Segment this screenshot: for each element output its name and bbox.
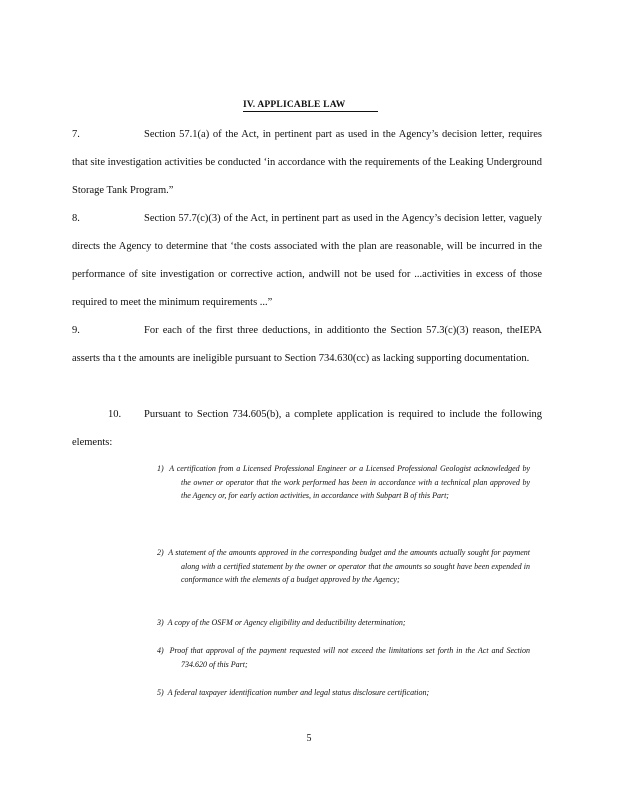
list-item <box>145 686 530 700</box>
page-number: 5 <box>306 733 312 744</box>
paragraph-text: For each of the first three deductions, in additionto the Section 57.3(c)(3) reason, theIEPA asserts tha t the amounts are ineligible pursuant to Section 734.630(cc) as lacking supporting documentation. <box>72 325 542 364</box>
paragraph-text: Pursuant to Section 734.605(b), a complete application is required to include the following elements: <box>72 409 542 448</box>
paragraph-number: 7. <box>72 129 80 140</box>
paragraph-number: 8. <box>72 213 80 224</box>
list-item-text: A federal taxpayer identification number and legal status disclosure certification; <box>167 688 430 697</box>
list-item-number: 1) <box>157 464 164 473</box>
paragraph-number: 9. <box>72 325 80 336</box>
section-heading: IV. APPLICABLE LAW <box>243 100 378 112</box>
list-item-text: A statement of the amounts approved in the corresponding budget and the amounts actually sought for payment along with a certified statement by the owner or operator that the amounts so sought have been expended in conformance with the elements of a budget approved by the Agency; <box>168 548 530 584</box>
paragraph-text: Section 57.7(c)(3) of the Act, in pertinent part as used in the Agency’s decision letter, vaguely directs the Agency to determine that ‘the costs associated with the plan are reasonable, will be incurred in the performance of site investigation or corrective action, andwill not be used for ...activities in excess of those required to meet the minimum requirements ...” <box>72 213 542 308</box>
paragraph-8 <box>72 205 542 317</box>
paragraph-text: Section 57.1(a) of the Act, in pertinent part as used in the Agency’s decision letter, requires that site investigation activities be conducted ‘in accordance with the requirements of the Leaking Underground Storage Tank Program.” <box>72 129 542 196</box>
list-item-text: A copy of the OSFM or Agency eligibility and deductibility determination; <box>167 618 406 627</box>
paragraph-9 <box>72 317 542 373</box>
list-item-number: 3) <box>157 618 164 627</box>
list-item-number: 5) <box>157 688 164 697</box>
list-item <box>145 644 530 671</box>
list-item-number: 2) <box>157 548 164 557</box>
list-item <box>145 462 530 503</box>
list-item-text: A certification from a Licensed Professional Engineer or a Licensed Professional Geologist acknowledged by the owner or operator that the work performed has been in accordance with a technical plan approved by the Agency or, for early action activities, in accordance with Subpart B of this Part; <box>169 464 531 500</box>
list-item-number: 4) <box>157 646 164 655</box>
list-item <box>145 616 530 630</box>
paragraph-7 <box>72 121 542 205</box>
list-item <box>145 546 530 587</box>
paragraph-number: 10. <box>108 409 122 420</box>
paragraph-10 <box>72 401 542 457</box>
list-item-text: Proof that approval of the payment requested will not exceed the limitations set forth in the Act and Section 734.620 of this Part; <box>169 646 530 669</box>
